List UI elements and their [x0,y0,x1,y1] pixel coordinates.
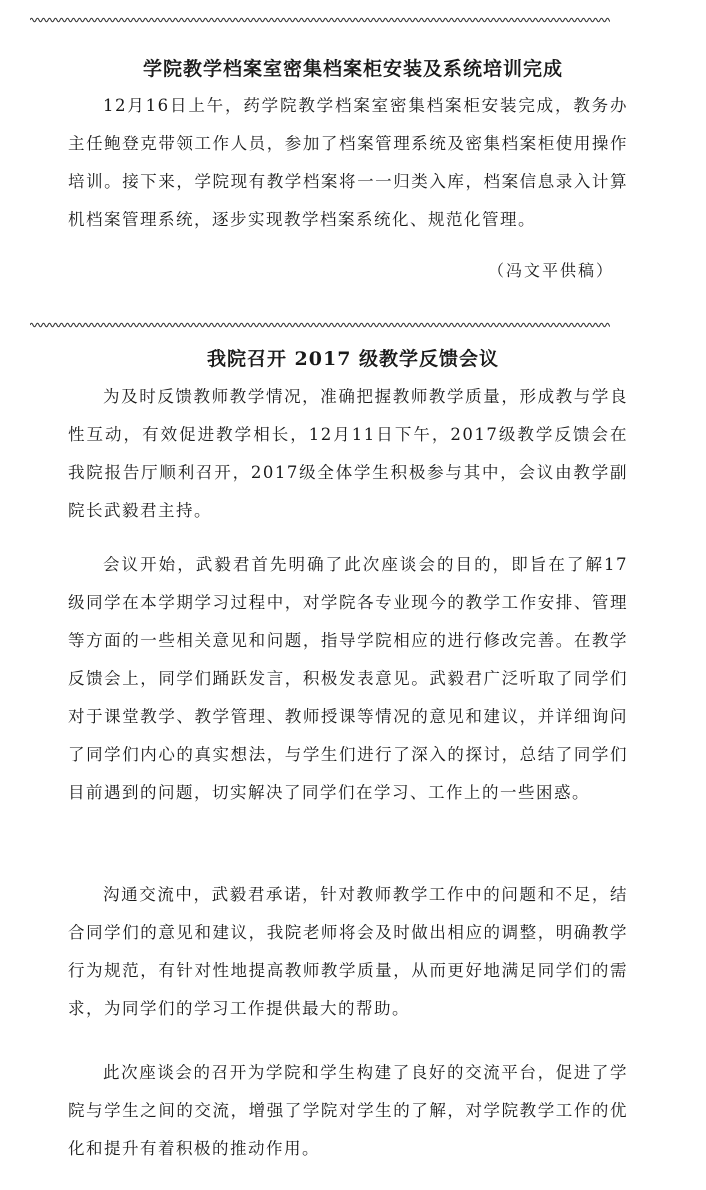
article-paragraph-archive-1: 12月16日上午，药学院教学档案室密集档案柜安装完成，教务办主任鲍登克带领工作人员，参加了档案管理系统及密集档案柜使用操作培训。接下来，学院现有教学档案将一一归类入库，档案信息录入计算机档案管理系统，逐步实现教学档案系统化、规范化管理。 [68,96,628,229]
article-paragraph-feedback-4: 此次座谈会的召开为学院和学生构建了良好的交流平台，促进了学院与学生之间的交流，增强了学院对学生的了解，对学院教学工作的优化和提升有着积极的推动作用。 [68,1063,628,1158]
article-title-feedback-meeting: 我院召开 2017 级教学反馈会议 [206,348,500,370]
article-paragraph-feedback-2: 会议开始，武毅君首先明确了此次座谈会的目的，即旨在了解17级同学在本学期学习过程中，对学院各专业现今的教学工作安排、管理等方面的一些相关意见和问题，指导学院相应的进行修改完善。在教学反馈会上，同学们踊跃发言，积极发表意见。武毅君广泛听取了同学们对于课堂教学、教学管理、教师授课等情况的意见和建议，并详细询问了同学们内心的真实想法，与学生们进行了深入的探讨，总结了同学们目前遇到的问题，切实解决了同学们在学习、工作上的一些困惑。 [68,555,628,802]
article-paragraph-feedback-3: 沟通交流中，武毅君承诺，针对教师教学工作中的问题和不足，结合同学们的意见和建议，我院老师将会及时做出相应的调整，明确教学行为规范，有针对性地提高教师教学质量，从而更好地满足同学们的需求，为同学们的学习工作提供最大的帮助。 [68,885,628,1018]
article-title-archive-cabinet: 学院教学档案室密集档案柜安装及系统培训完成 [142,58,563,80]
wavy-divider-top [30,15,610,25]
wavy-divider-middle [30,320,610,330]
article-byline: （冯文平供稿） [487,261,614,280]
article-paragraph-feedback-1: 为及时反馈教师教学情况，准确把握教师教学质量，形成教与学良性互动，有效促进教学相长，12月11日下午，2017级教学反馈会在我院报告厅顺利召开，2017级全体学生积极参与其中，会议由教学副院长武毅君主持。 [68,387,628,520]
